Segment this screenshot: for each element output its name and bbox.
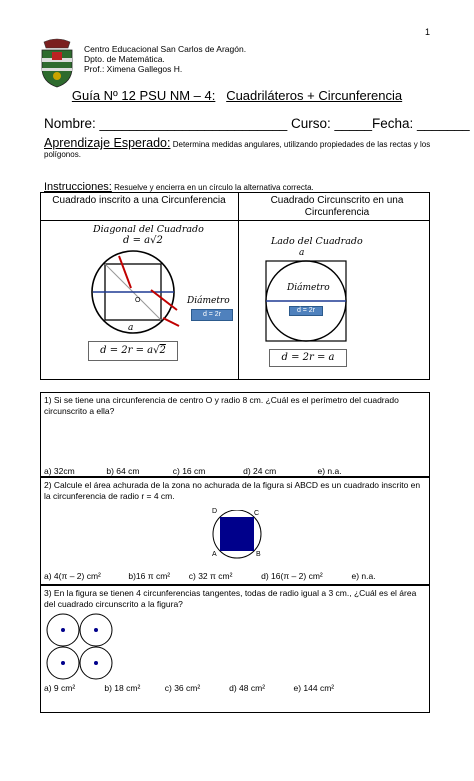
q3-option-b[interactable]: b) 18 cm²: [104, 683, 141, 693]
instructions-text: Resuelve y encierra en un círculo la alternativa correcta.: [114, 183, 314, 192]
question-1-text: 1) Si se tiene una circunferencia de centro O y radio 8 cm. ¿Cuál es el perímetro del cuadrado circunscrito a ella?: [44, 395, 399, 416]
q2-option-e[interactable]: e) n.a.: [351, 571, 376, 581]
q1-option-e[interactable]: e) n.a.: [317, 466, 342, 476]
q2-option-b[interactable]: b)16 π cm²: [128, 571, 171, 581]
learning-objective: [44, 138, 439, 160]
formula-right: d = 2r = a: [269, 349, 347, 367]
circumscribed-square-figure: [264, 259, 350, 345]
page-number: 1: [425, 27, 431, 37]
tag-d2r-right: d = 2r: [289, 306, 323, 316]
guide-title: [0, 88, 474, 103]
q1-option-d[interactable]: d) 24 cm: [243, 466, 277, 476]
side-label-left: a: [128, 323, 134, 333]
q3-option-c[interactable]: c) 36 cm²: [164, 683, 201, 693]
question-2-options: [44, 571, 376, 582]
inscribed-square-figure: [89, 248, 239, 338]
question-3: [40, 585, 430, 713]
reference-table: [40, 192, 430, 380]
center-label: O: [135, 297, 141, 304]
school-name: Centro Educacional San Carlos de Aragón.: [84, 44, 247, 54]
diameter-label-right: Diámetro: [287, 283, 330, 293]
teacher: Prof.: Ximena Gallegos H.: [84, 64, 183, 74]
question-1: [40, 392, 430, 477]
q2-label-a: A: [212, 551, 217, 558]
tag-d2r-left: d = 2r: [191, 309, 233, 321]
q3-option-a[interactable]: a) 9 cm²: [44, 683, 76, 693]
diagonal-equation: d = a√2: [123, 235, 163, 246]
q2-option-a[interactable]: a) 4(π – 2) cm²: [44, 571, 101, 581]
formula-left-text: d = 2r = a: [100, 345, 154, 356]
circumscribed-header: Cuadrado Circunscrito en una Circunferencia: [270, 195, 404, 218]
q2-label-c: C: [254, 510, 260, 517]
inscribed-header: Cuadrado inscrito a una Circunferencia: [52, 195, 226, 206]
q1-option-c[interactable]: c) 16 cm: [172, 466, 206, 476]
q1-option-a[interactable]: a) 32cm: [44, 466, 75, 476]
q2-option-c[interactable]: c) 32 π cm²: [188, 571, 233, 581]
department: Dpto. de Matemática.: [84, 54, 165, 64]
question-2-text: 2) Calcule el área achurada de la zona no achurada de la figura si ABCD es un cuadrado inscrito en la circunferencia de radio r = 4 cm.: [44, 480, 421, 501]
question-1-options: [44, 466, 342, 477]
q3-option-e[interactable]: e) 144 cm²: [293, 683, 335, 693]
q3-four-circles-figure: [45, 612, 117, 684]
question-3-text: 3) En la figura se tienen 4 circunferencias tangentes, todas de radio igual a 3 cm., ¿Cuál es el área del cuadrado circunscrito a la figura?: [44, 588, 417, 609]
learning-objective-label: Aprendizaje Esperado:: [44, 136, 171, 150]
formula-left: d = 2r = a√2: [88, 341, 178, 361]
guide-number: Guía Nº 12 PSU NM – 4:: [71, 88, 216, 103]
diagonal-title: Diagonal del Cuadrado: [93, 224, 204, 235]
learning-objective-text: Determina medidas angulares, utilizando propiedades de las rectas y los polígonos.: [44, 140, 431, 159]
guide-topic: Cuadriláteros + Circunferencia: [226, 88, 403, 103]
formula-left-root: 2: [159, 345, 166, 356]
side-label-right-top: a: [299, 248, 305, 258]
q2-label-d: D: [212, 508, 218, 515]
q2-option-d[interactable]: d) 16(π – 2) cm²: [261, 571, 323, 581]
school-crest-logo: [38, 38, 76, 88]
question-2: [40, 477, 430, 585]
side-title: Lado del Cuadrado: [271, 236, 363, 247]
q3-option-d[interactable]: d) 48 cm²: [229, 683, 266, 693]
question-3-options: [44, 683, 334, 694]
q2-label-b: B: [256, 551, 261, 558]
student-fields: Nombre: _________________________ Curso: _____Fecha: _______: [44, 116, 470, 131]
instructions-label: Instrucciones:: [44, 181, 112, 193]
q1-option-b[interactable]: b) 64 cm: [106, 466, 140, 476]
diameter-label-left: Diámetro: [187, 296, 230, 306]
